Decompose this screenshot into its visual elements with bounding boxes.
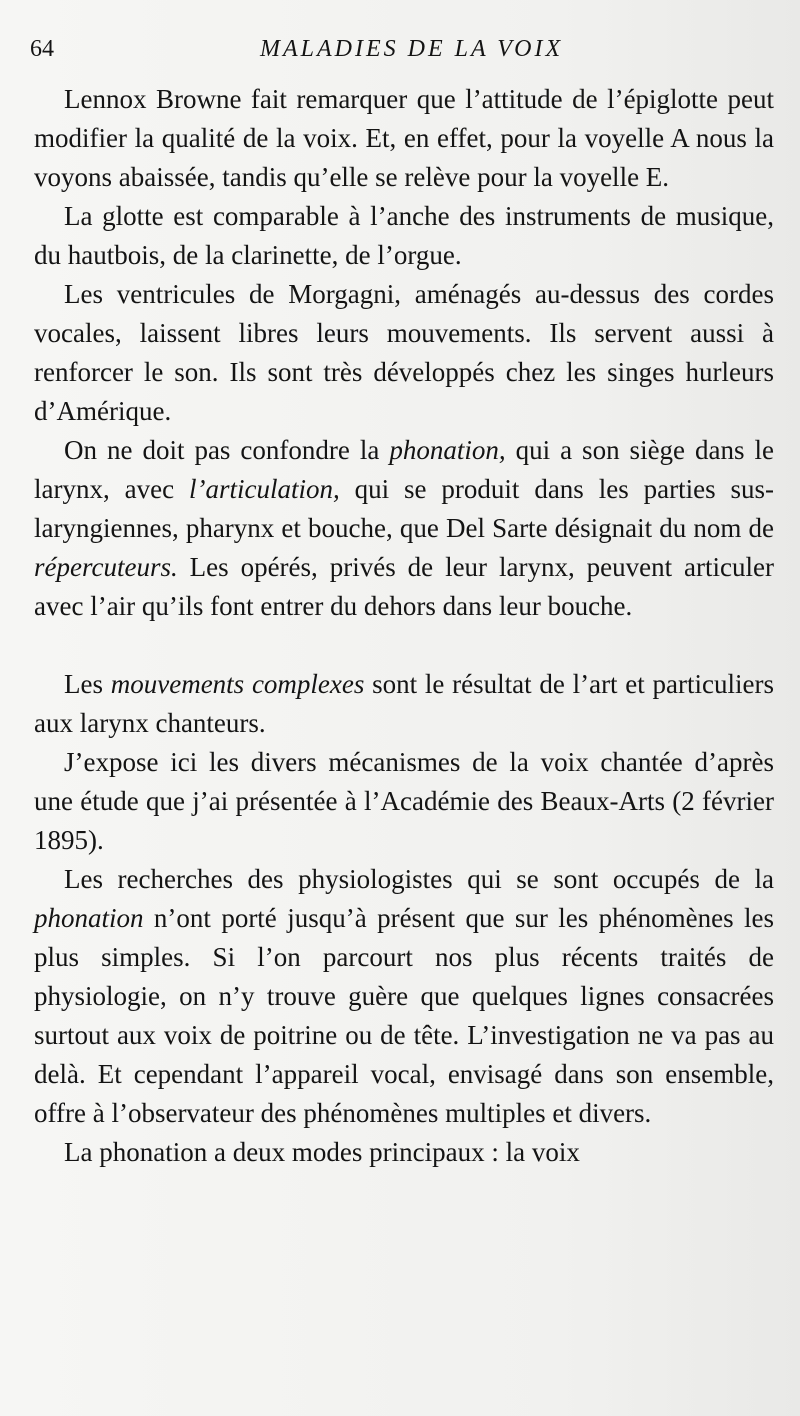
paragraph-text: La glotte est comparable à l’anche des instruments de musique, du hautbois, de la clarinette, de l’orgue. — [34, 201, 774, 270]
paragraph — [34, 197, 774, 275]
paragraph-text: sont le résultat de l’art et particuliers aux larynx chanteurs. — [34, 669, 774, 738]
italic-term: phonation — [34, 903, 144, 933]
running-title: MALADIES DE LA VOIX — [260, 36, 564, 62]
paragraph-text: Lennox Browne fait remarquer que l’attitude de l’épiglotte peut modifier la qualité de la voix. Et, en effet, pour la voyelle A nous la voyons abaissée, tandis qu’elle se relève pour la voyelle E. — [34, 84, 774, 192]
paragraph — [34, 80, 774, 197]
italic-term: l’articulation, — [188, 474, 340, 504]
page-number: 64 — [30, 36, 54, 62]
body-text — [34, 80, 774, 1172]
paragraph-text: La phonation a deux modes principaux : la voix — [64, 1137, 580, 1167]
italic-term: mouvements complexes — [110, 669, 365, 699]
paragraph-text: qui a son siège dans le larynx, avec — [34, 435, 774, 504]
page-header — [30, 36, 760, 66]
paragraph — [34, 665, 774, 743]
italic-term: répercuteurs. — [34, 552, 178, 582]
paragraph — [34, 1133, 774, 1172]
paragraph-text: qui se produit dans les parties sus-laryngiennes, pharynx et bouche, que Del Sarte désignait du nom de — [34, 474, 774, 543]
paragraph-text: n’ont porté jusqu’à présent que sur les phénomènes les plus simples. Si l’on parcourt nos plus récents traités de physiologie, on n’y trouve guère que quelques lignes consacrées surtout aux voix de poitrine ou de tête. L’investigation ne va pas au delà. Et cependant l’appareil vocal, envisagé dans son ensemble, offre à l’observateur des phénomènes multiples et divers. — [34, 903, 774, 1128]
paragraph-text: Les opérés, privés de leur larynx, peuvent articuler avec l’air qu’ils font entrer du dehors dans leur bouche. — [34, 552, 774, 621]
paragraph — [34, 275, 774, 431]
italic-term: phonation, — [389, 435, 506, 465]
section-gap — [34, 626, 774, 665]
paragraph-text: Les recherches des physiologistes qui se sont occupés de la — [64, 864, 774, 894]
paragraph — [34, 860, 774, 1133]
paragraph-text: Les — [64, 669, 111, 699]
paragraph — [34, 743, 774, 860]
paragraph-text: On ne doit pas confondre la — [64, 435, 390, 465]
paragraph-text: Les ventricules de Morgagni, aménagés au-dessus des cordes vocales, laissent libres leurs mouvements. Ils servent aussi à renforcer le son. Ils sont très développés chez les singes hurleurs d’Amérique. — [34, 279, 774, 426]
paragraph — [34, 431, 774, 626]
paragraph-text: J’expose ici les divers mécanismes de la voix chantée d’après une étude que j’ai présentée à l’Académie des Beaux-Arts (2 février 1895). — [34, 747, 774, 855]
